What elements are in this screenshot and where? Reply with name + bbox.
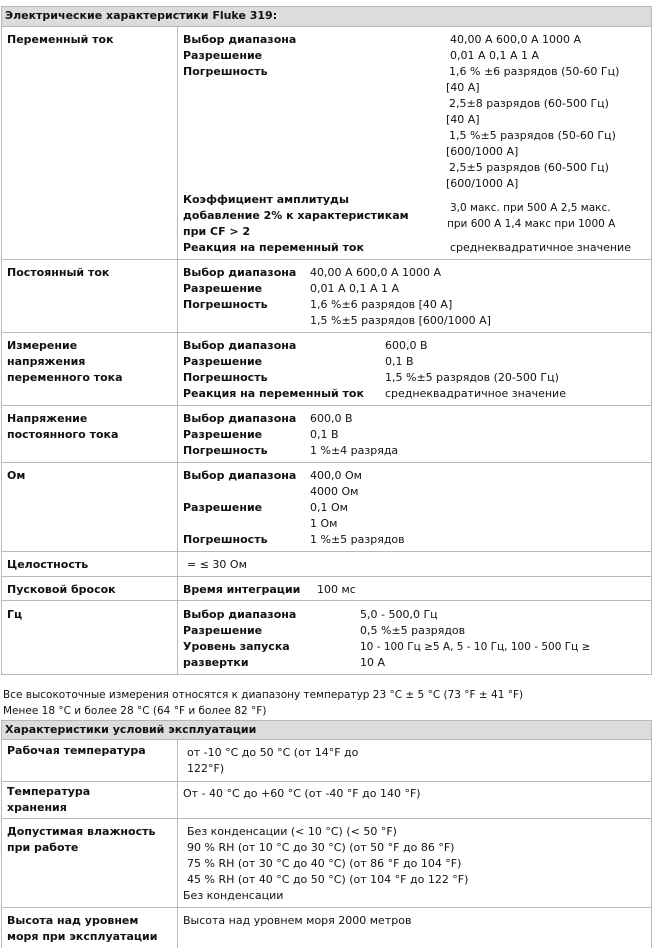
operating-temp-value: 122°F) — [187, 762, 225, 775]
ohm-range-value: 400,0 Ом — [310, 469, 362, 482]
ac-voltage-accuracy-label: Погрешность — [183, 371, 268, 384]
hz-trigger-value: 10 - 100 Гц ≥5 А, 5 - 10 Гц, 100 - 500 Гц ≥ — [360, 641, 591, 653]
ohm-resolution-value: 1 Ом — [310, 517, 338, 530]
inrush-label: Пусковой бросок — [7, 583, 116, 596]
column-divider — [177, 739, 178, 948]
ac-voltage-label: переменного тока — [7, 371, 123, 384]
ac-current-accuracy-line: 1,5 %±5 разрядов (50-60 Гц) — [449, 129, 616, 142]
row-divider — [1, 818, 652, 819]
storage-temp-value: От - 40 °C до +60 °C (от -40 °F до 140 °F) — [183, 787, 421, 800]
dc-current-resolution-value: 0,01 А 0,1 А 1 А — [310, 282, 400, 295]
crest-factor-label: при CF > 2 — [183, 225, 251, 238]
row-divider — [1, 26, 652, 27]
ac-voltage-resolution-label: Разрешение — [183, 355, 263, 368]
ac-current-accuracy-line: [40 А] — [446, 113, 480, 126]
ac-current-accuracy-line: [600/1000 А] — [446, 145, 519, 158]
row-divider — [1, 405, 652, 406]
table-border-top — [1, 720, 652, 721]
column-divider — [177, 26, 178, 675]
ac-voltage-resolution-value: 0,1 В — [385, 355, 414, 368]
ohm-resolution-label: Разрешение — [183, 501, 263, 514]
ac-voltage-label: Измерение — [7, 339, 78, 352]
dc-current-accuracy-label: Погрешность — [183, 298, 268, 311]
note-temperature-range: Менее 18 °C и более 28 °C (64 °F и более 82 °F) — [3, 705, 267, 717]
table-border-right — [651, 720, 652, 948]
operating-temp-value: от -10 °C до 50 °C (от 14°F до — [187, 746, 359, 759]
crest-factor-label: Коэффициент амплитуды — [183, 193, 349, 206]
hz-resolution-value: 0,5 %±5 разрядов — [360, 624, 466, 637]
humidity-label: при работе — [7, 841, 79, 854]
dc-voltage-accuracy-label: Погрешность — [183, 444, 268, 457]
dc-current-accuracy-line: 1,5 %±5 разрядов [600/1000 А] — [310, 314, 491, 327]
storage-temp-label: хранения — [7, 801, 67, 814]
altitude-value: Высота над уровнем моря 2000 метров — [183, 914, 412, 927]
ac-current-accuracy-line: [40 А] — [446, 81, 480, 94]
row-divider — [1, 600, 652, 601]
ac-voltage-response-label: Реакция на переменный ток — [183, 387, 364, 400]
crest-factor-label: добавление 2% к характеристикам — [183, 209, 409, 222]
dc-voltage-range-value: 600,0 В — [310, 412, 353, 425]
ac-voltage-accuracy-value: 1,5 %±5 разрядов (20-500 Гц) — [385, 371, 559, 384]
inrush-integration-label: Время интеграции — [183, 583, 301, 596]
row-divider — [1, 781, 652, 782]
row-divider — [1, 907, 652, 908]
ohm-label: Ом — [7, 469, 26, 482]
row-divider — [1, 462, 652, 463]
ac-voltage-range-label: Выбор диапазона — [183, 339, 297, 352]
ohm-range-label: Выбор диапазона — [183, 469, 297, 482]
storage-temp-label: Температура — [7, 785, 91, 798]
row-divider — [1, 551, 652, 552]
dc-current-range-label: Выбор диапазона — [183, 266, 297, 279]
ohm-accuracy-value: 1 %±5 разрядов — [310, 533, 405, 546]
ac-voltage-label: напряжения — [7, 355, 86, 368]
dc-voltage-accuracy-value: 1 %±4 разряда — [310, 444, 399, 457]
hz-trigger-label: Уровень запуска — [183, 640, 290, 653]
dc-voltage-label: постоянного тока — [7, 428, 119, 441]
row-divider — [1, 259, 652, 260]
row-divider — [1, 332, 652, 333]
ohm-range-value: 4000 Ом — [310, 485, 359, 498]
ac-current-response-value: среднеквадратичное значение — [450, 241, 631, 254]
electrical-specs-title: Электрические характеристики Fluke 319: — [5, 9, 278, 22]
hz-resolution-label: Разрешение — [183, 624, 263, 637]
crest-factor-value: при 600 А 1,4 макс при 1000 А — [447, 218, 616, 230]
ac-voltage-response-value: среднеквадратичное значение — [385, 387, 566, 400]
ac-voltage-range-value: 600,0 В — [385, 339, 428, 352]
ac-current-range-label: Выбор диапазона — [183, 33, 297, 46]
ac-current-label: Переменный ток — [7, 33, 114, 46]
ohm-accuracy-label: Погрешность — [183, 533, 268, 546]
hz-range-value: 5,0 - 500,0 Гц — [360, 608, 438, 621]
table-border-left — [1, 720, 2, 948]
ac-current-resolution-value: 0,01 А 0,1 А 1 А — [450, 49, 540, 62]
operating-temp-label: Рабочая температура — [7, 744, 146, 757]
dc-voltage-resolution-value: 0,1 В — [310, 428, 339, 441]
row-divider — [1, 576, 652, 577]
dc-voltage-label: Напряжение — [7, 412, 88, 425]
hz-trigger-value: 10 А — [360, 656, 386, 669]
hz-label: Гц — [7, 608, 23, 621]
ac-current-accuracy-line: 2,5±8 разрядов (60-500 Гц) — [449, 97, 609, 110]
ac-current-resolution-label: Разрешение — [183, 49, 263, 62]
humidity-value: Без конденсации — [183, 889, 284, 902]
table-border-left — [1, 6, 2, 675]
humidity-label: Допустимая влажность — [7, 825, 156, 838]
ac-current-accuracy-line: 2,5±5 разрядов (60-500 Гц) — [449, 161, 609, 174]
ac-current-accuracy-line: 1,6 % ±6 разрядов (50-60 Гц) — [449, 65, 620, 78]
humidity-value: 75 % RH (от 30 °C до 40 °C) (от 86 °F до 104 °F) — [187, 857, 462, 870]
dc-current-resolution-label: Разрешение — [183, 282, 263, 295]
ac-current-range-value: 40,00 А 600,0 А 1000 А — [450, 33, 582, 46]
hz-trigger-label: развертки — [183, 656, 249, 669]
humidity-value: 90 % RH (от 10 °C до 30 °C) (от 50 °F до 86 °F) — [187, 841, 455, 854]
dc-current-accuracy-line: 1,6 %±6 разрядов [40 А] — [310, 298, 453, 311]
continuity-label: Целостность — [7, 558, 89, 571]
environment-title: Характеристики условий эксплуатации — [5, 723, 257, 736]
dc-voltage-range-label: Выбор диапазона — [183, 412, 297, 425]
continuity-value: = ≤ 30 Ом — [187, 558, 247, 571]
table-border-bottom — [1, 674, 652, 675]
ac-current-accuracy-label: Погрешность — [183, 65, 268, 78]
inrush-integration-value: 100 мс — [317, 583, 356, 596]
dc-current-range-value: 40,00 А 600,0 А 1000 А — [310, 266, 442, 279]
table-border-right — [651, 6, 652, 675]
row-divider — [1, 739, 652, 740]
hz-range-label: Выбор диапазона — [183, 608, 297, 621]
note-accuracy-temperature: Все высокоточные измерения относятся к диапазону температур 23 °C ± 5 °C (73 °F ± 41 °F) — [3, 689, 524, 701]
humidity-value: 45 % RH (от 40 °C до 50 °C) (от 104 °F до 122 °F) — [187, 873, 469, 886]
ohm-resolution-value: 0,1 Ом — [310, 501, 348, 514]
altitude-label: Высота над уровнем — [7, 914, 139, 927]
crest-factor-value: 3,0 макс. при 500 А 2,5 макс. — [450, 202, 611, 214]
table-border-top — [1, 6, 652, 7]
humidity-value: Без конденсации (< 10 °C) (< 50 °F) — [187, 825, 397, 838]
ac-current-accuracy-line: [600/1000 А] — [446, 177, 519, 190]
altitude-label: моря при эксплуатации — [7, 930, 158, 943]
ac-current-response-label: Реакция на переменный ток — [183, 241, 364, 254]
dc-voltage-resolution-label: Разрешение — [183, 428, 263, 441]
dc-current-label: Постоянный ток — [7, 266, 110, 279]
